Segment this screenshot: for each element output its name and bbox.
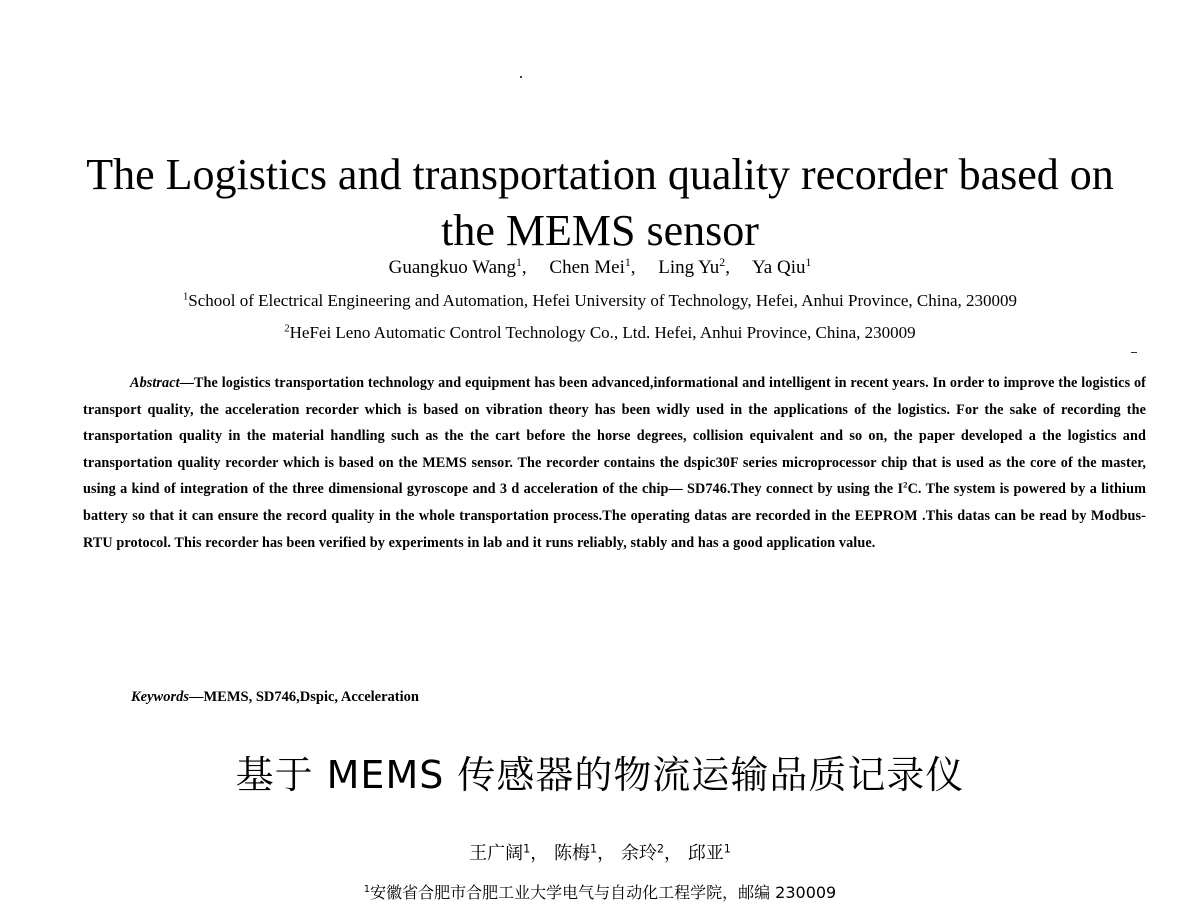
chinese-author-separator: ，: [597, 843, 616, 864]
keywords-dash: —: [189, 689, 204, 705]
author-affiliation-mark: 2: [719, 255, 726, 269]
author-affiliation-mark: 1: [516, 255, 522, 269]
chinese-author-affiliation-mark: 2: [656, 842, 664, 856]
chinese-author-separator: ，: [530, 843, 549, 864]
chinese-author-affiliation-mark: 1: [590, 842, 598, 856]
title-line-2: the MEMS sensor: [441, 206, 759, 256]
abstract-text: The logistics transportation technology and equipment has been advanced,informational and intelligent in recent years. In order to improve the logistics of transport quality, the acceleration recorder which is based on vibration theory has been widly used in the applications of the logistics. For the sake of recording the transportation quality in the material handling such as the the cart before the horse degrees, collision equivalent and so on, the paper developed a the logistics and transportation quality recorder which is based on the MEMS sensor. The recorder contains the dspic30F series microprocessor chip that is used as the core of the master, using a kind of integration of the three dimensional gyroscope and 3 d acceleration of the chip— SD746.They connect by using the I: [83, 375, 1146, 498]
abstract-label: Abstract: [130, 375, 180, 391]
chinese-author-name: 陈梅: [554, 843, 591, 864]
title-line-1: The Logistics and transportation quality recorder based on: [86, 150, 1114, 200]
author-name: Ya Qiu: [751, 257, 806, 278]
affiliation-text: School of Electrical Engineering and Automation, Hefei University of Technology, Hefei, Anhui Province, China, 230009: [188, 291, 1018, 310]
chinese-author-separator: ，: [663, 843, 682, 864]
keywords-label: Keywords: [131, 689, 189, 705]
author-name: Ling Yu: [658, 257, 720, 278]
chinese-author-affiliation-mark: 1: [723, 842, 731, 856]
author-name: Chen Mei: [549, 257, 625, 278]
paper-title: [40, 147, 1160, 259]
chinese-author-name: 余玲: [620, 843, 657, 864]
affiliation-text: HeFei Leno Automatic Control Technology Co., Ltd. Hefei, Anhui Province, China, 230009: [289, 323, 916, 342]
chinese-author-list: [0, 842, 1200, 866]
chinese-affiliation: [0, 882, 1200, 904]
abstract: [83, 370, 1146, 556]
affiliation-2: [0, 322, 1200, 344]
keywords-text: MEMS, SD746,Dspic, Acceleration: [203, 689, 419, 705]
abstract-dash: —: [179, 375, 194, 391]
chinese-author-name: 王广阔: [469, 843, 524, 864]
affiliation-number: 1: [182, 291, 189, 303]
chinese-affiliation-text: 安徽省合肥市合肥工业大学电气与自动化工程学院，邮编 230009: [370, 883, 837, 902]
abstract-text-continued: C. The system is powered by a lithium battery so that it can ensure the record quality in the whole transportation process.The operating datas are recorded in the EEPROM .This datas can be read by Modbus-RTU protocol. This recorder has been verified by experiments in lab and it runs reliably, stably and has a good application value.: [83, 481, 1146, 551]
keywords: [131, 686, 1031, 708]
author-list: Guangkuo Wang$^1$, Chen Mei$^1$, Ling Yu$^2$, Ya Qiu$^1$: [388, 255, 812, 278]
chinese-title: 基于 MEMS 传感器的物流运输品质记录仪: [235, 753, 965, 797]
author-affiliation-mark: 1: [624, 255, 631, 269]
abstract-superscript: 2: [903, 480, 908, 491]
scan-mark: [1131, 352, 1137, 353]
author-name: Guangkuo Wang: [388, 257, 516, 278]
scan-speck: [520, 76, 522, 78]
affiliation-1: [0, 290, 1200, 312]
author-affiliation-mark: 1: [805, 255, 812, 269]
chinese-author-affiliation-mark: 1: [523, 842, 531, 856]
chinese-affiliation-number: 1: [363, 884, 371, 896]
affiliation-number: 2: [284, 323, 290, 335]
chinese-author-name: 邱亚: [687, 843, 724, 864]
